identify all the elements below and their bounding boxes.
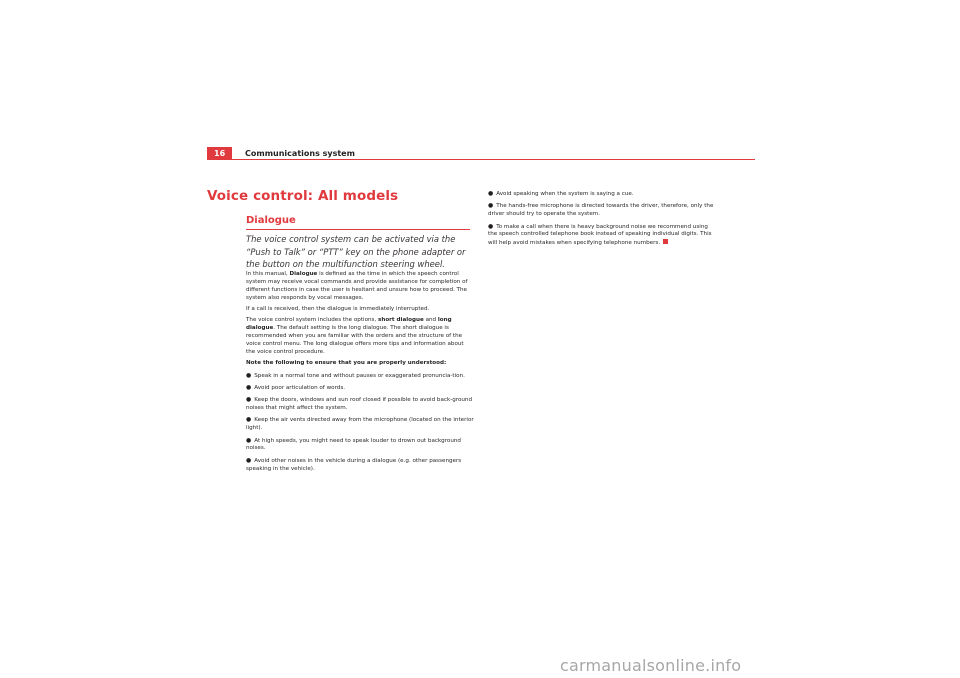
left-column (246, 271, 474, 477)
long-dialogue-term: long dialogue (246, 317, 452, 332)
subsection-title: Dialogue (246, 215, 296, 226)
definition-paragraph: In this manual, Dialogue is defined as the time in which the speech control system may receive vocal commands and provide assistance for completion of different functions in case the user is hesitant and unsure how to proceed. The system also responds by vocal messages. (246, 271, 468, 301)
bullet-icon: ● (246, 396, 252, 404)
short-dialogue-term: short dialogue (378, 317, 424, 324)
list-item: ● Speak in a normal tone and without pauses or exaggerated pronuncia-tion. (246, 371, 465, 379)
section-end-icon (663, 239, 668, 244)
list-item: ● Keep the air vents directed away from the microphone (located on the interior light). (246, 416, 474, 432)
bullet-icon: ● (246, 416, 252, 424)
list-item: ● Avoid other noises in the vehicle during a dialogue (e.g. other passengers speaking in the vehicle). (246, 456, 462, 472)
list-item: ● Avoid poor articulation of words. (246, 383, 346, 391)
list-item: ● At high speeds, you might need to speak louder to drown out background noises. (246, 436, 461, 452)
bullet-icon: ● (488, 202, 494, 210)
bullet-icon: ● (246, 456, 252, 464)
bullet-icon: ● (246, 371, 252, 379)
list-item: ● The hands-free microphone is directed towards the driver, therefore, only the driver should try to operate the system. (488, 202, 714, 218)
lead-paragraph: The voice control system can be activated via the “Push to Talk” or “PTT” key on the phone adapter or the button on the multifunction steering wheel. (246, 234, 466, 270)
dialogue-term: Dialogue (289, 271, 318, 277)
subsection-rule (246, 229, 470, 230)
bullet-icon: ● (488, 190, 494, 197)
page-header (207, 147, 755, 160)
header-rule (232, 159, 755, 160)
bullet-icon: ● (246, 383, 252, 391)
list-item: ● Keep the doors, windows and sun roof closed if possible to avoid back-ground noises that might affect the system. (246, 396, 473, 412)
bullet-icon: ● (246, 436, 252, 444)
list-item: ● To make a call when there is heavy background noise we recommend using the speech controlled telephone book instead of speaking individual digits. This will help avoid mistakes when specifying telephone numbers. (488, 222, 712, 247)
bullet-icon: ● (488, 222, 494, 230)
watermark: carmanualsonline.info (560, 656, 742, 675)
section-title: Communications system (245, 149, 355, 158)
list-item: ● Avoid speaking when the system is saying a cue. (488, 190, 634, 197)
options-paragraph: The voice control system includes the options, short dialogue and long dialogue. The default setting is the long dialogue. The short dialogue is recommended when you are familiar with the orders and the structure of the voice control menu. The long dialogue offers more tips and information about the voice control procedure. (246, 317, 464, 355)
note-heading: Note the following to ensure that you are properly understood: (246, 360, 447, 367)
page-number: 16 (207, 147, 232, 160)
main-title: Voice control: All models (207, 188, 399, 204)
interruption-paragraph: If a call is received, then the dialogue is immediately interrupted. (246, 306, 430, 313)
right-column (488, 190, 716, 252)
